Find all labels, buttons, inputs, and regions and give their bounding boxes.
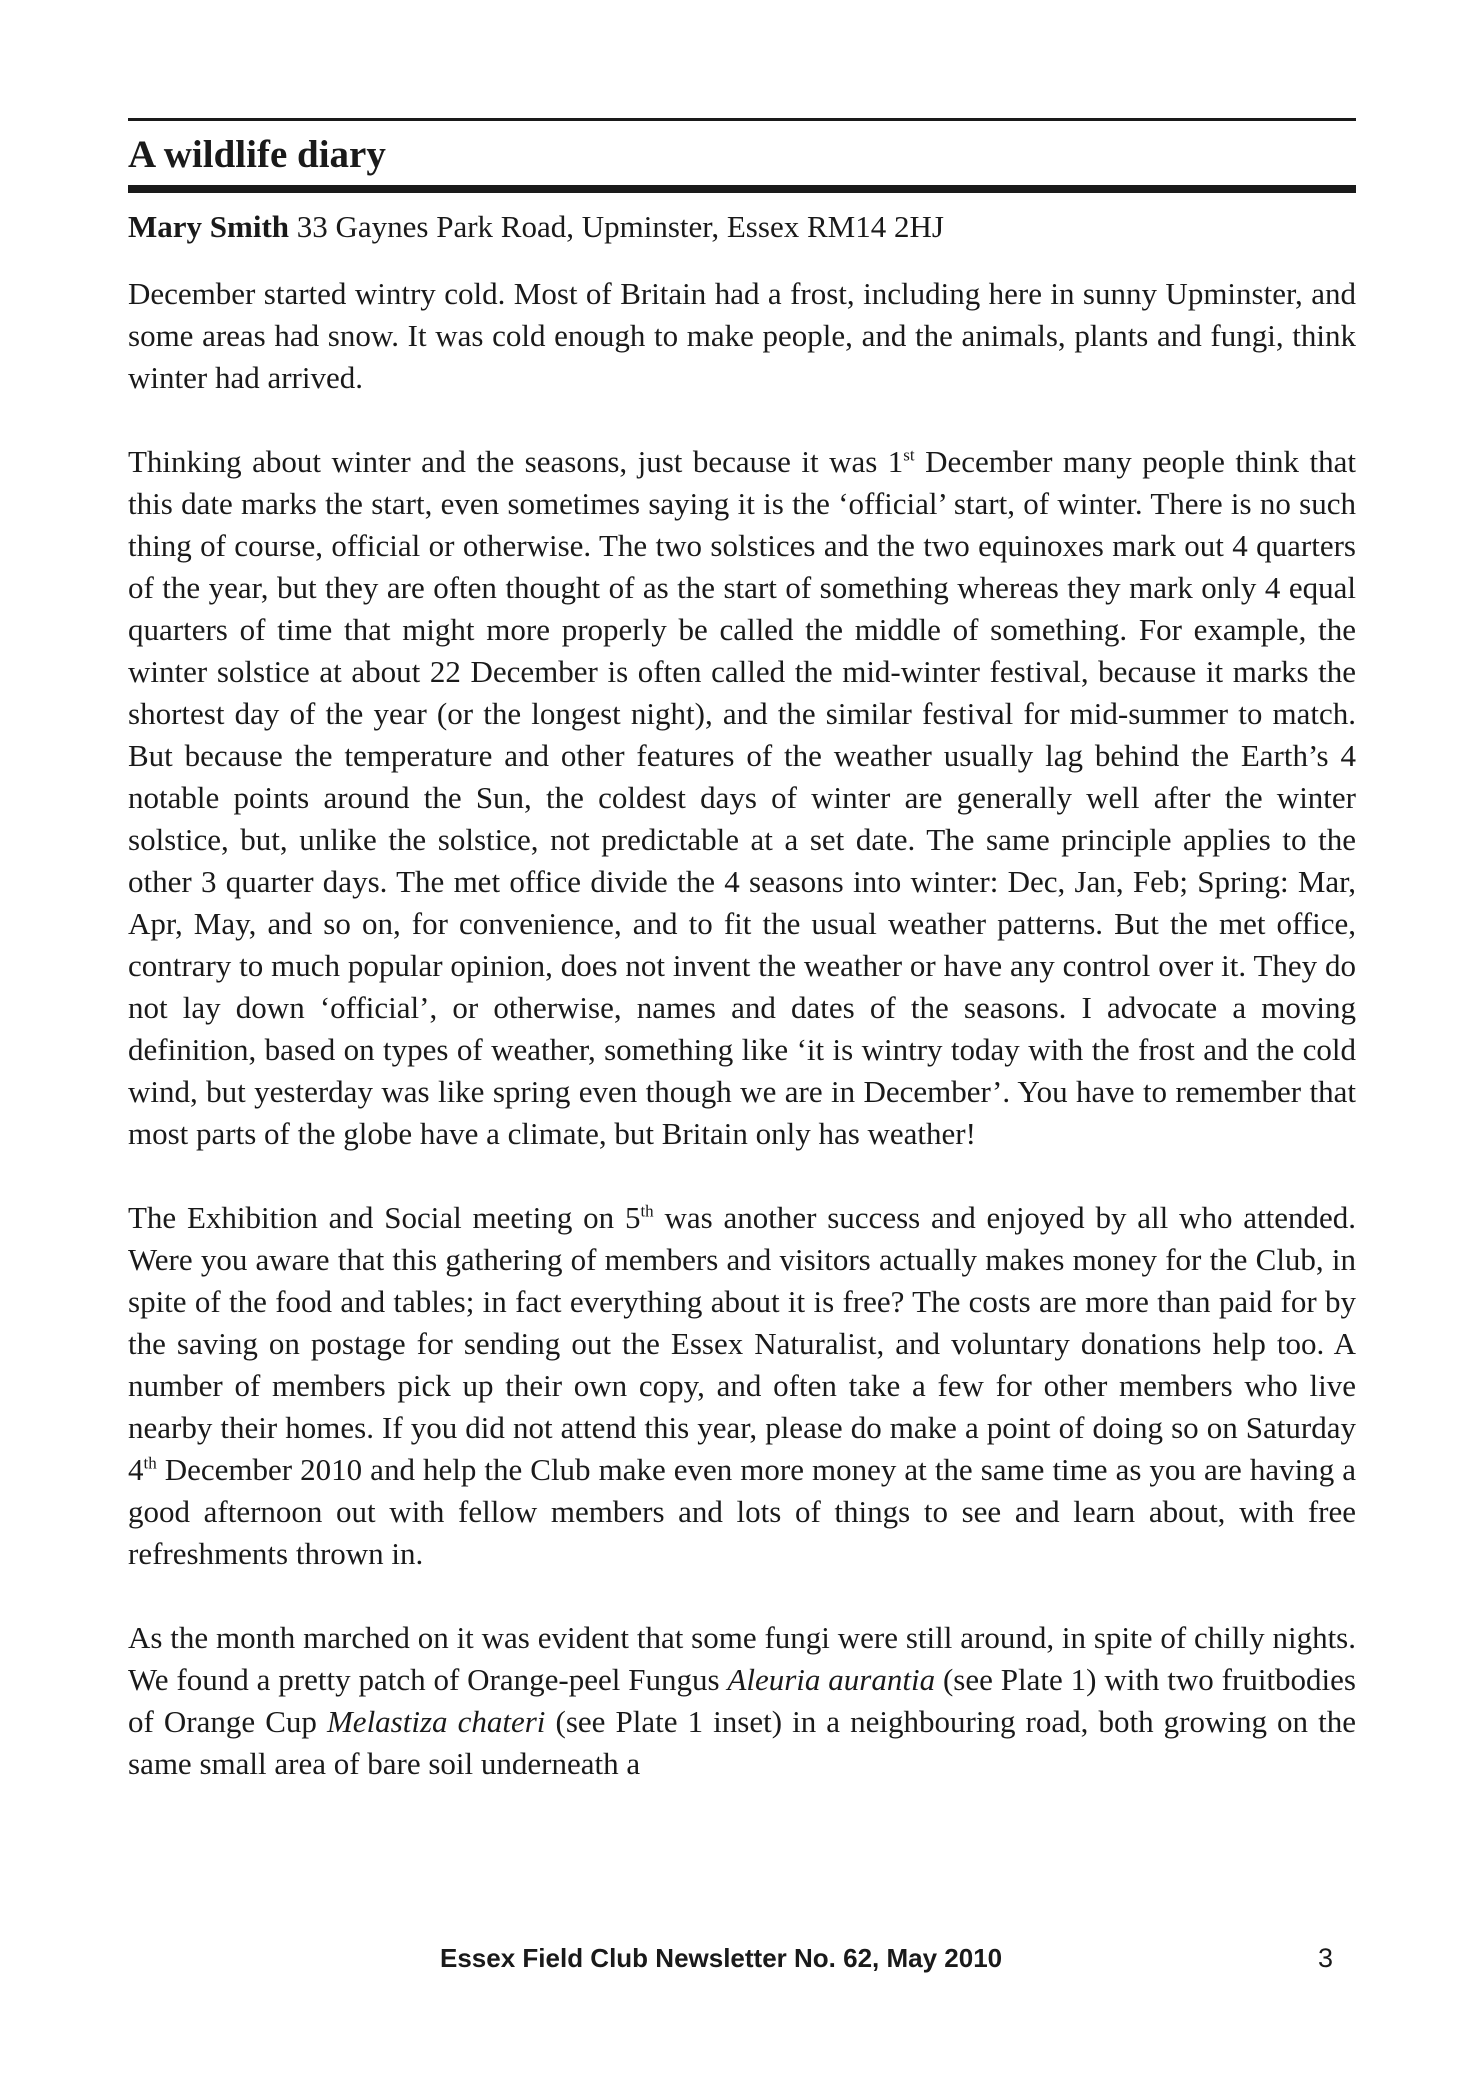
ordinal-superscript: th (640, 1201, 654, 1221)
paragraph-4 (128, 1617, 1356, 1785)
paragraph-2-text-b: December many people think that this date marks the start, even sometimes saying it is the ‘official’ start, of winter. There is no such thing of course, official or otherwise. The two solstices and the two equinoxes mark out 4 quarters of the year, but they are often thought of as the start of something whereas they mark only 4 equal quarters of time that might more properly be called the middle of something. For example, the winter solstice at about 22 December is often called the mid-winter festival, because it marks the shortest day of the year (or the longest night), and the similar festival for mid-summer to match. But because the temperature and other features of the weather usually lag behind the Earth’s 4 notable points around the Sun, the coldest days of winter are generally well after the winter solstice, but, unlike the solstice, not predictable at a set date. The same principle applies to the other 3 quarter days. The met office divide the 4 seasons into winter: Dec, Jan, Feb; Spring: Mar, Apr, May, and so on, for convenience, and to fit the usual weather patterns. But the met office, contrary to much popular opinion, does not invent the weather or have any control over it. They do not lay down ‘official’, or otherwise, names and dates of the seasons. I advocate a moving definition, based on types of weather, something like ‘it is wintry today with the frost and the cold wind, but yesterday was like spring even though we are in December’. You have to remember that most parts of the globe have a climate, but Britain only has weather! (128, 444, 1356, 1151)
author-name: Mary Smith (128, 209, 290, 244)
paragraph-3 (128, 1197, 1356, 1575)
paragraph-3-text-c: December 2010 and help the Club make even more money at the same time as you are having a good afternoon out with fellow members and lots of things to see and learn about, with free refreshments thrown in. (128, 1452, 1356, 1571)
page-footer (0, 1940, 1480, 1976)
article (128, 118, 1356, 1785)
species-name: Melastiza chateri (326, 1704, 546, 1739)
article-title: A wildlife diary (128, 133, 386, 176)
paragraph-4-text-b: (see Plate 1) with two fruitbodies of Orange Cup (128, 1662, 1356, 1739)
newsletter-footer: Essex Field Club Newsletter No. 62, May 2010 (440, 1943, 1003, 1973)
ordinal-superscript: st (903, 445, 915, 465)
ordinal-superscript: th (143, 1453, 157, 1473)
paragraph-3-text-b: was another success and enjoyed by all who attended. Were you aware that this gathering of members and visitors actually makes money for the Club, in spite of the food and tables; in fact everything about it is free? The costs are more than paid for by the saving on postage for sending out the Essex Naturalist, and voluntary donations help too. A number of members pick up their own copy, and often take a few for other members who live nearby their homes. If you did not attend this year, please do make a point of doing so on Saturday 4 (128, 1200, 1356, 1487)
title-bottom-rule (128, 185, 1356, 193)
species-name: Aleuria aurantia (727, 1662, 936, 1697)
paragraph-2 (128, 441, 1356, 1155)
author-address: 33 Gaynes Park Road, Upminster, Essex RM14 2HJ (296, 209, 944, 244)
paragraph-4-text-c: (see Plate 1 inset) in a neighbouring road, both growing on the same small area of bare soil underneath a (128, 1704, 1357, 1781)
paragraph-4-text-a: As the month marched on it was evident that some fungi were still around, in spite of chilly nights. We found a pretty patch of Orange-peel Fungus (128, 1620, 1356, 1697)
page-number: 3 (1318, 1943, 1334, 1973)
paragraph-2-text-a: Thinking about winter and the seasons, just because it was 1 (128, 444, 904, 479)
paragraph-3-text-a: The Exhibition and Social meeting on 5 (128, 1200, 641, 1235)
title-top-rule (128, 118, 1356, 121)
author-line (128, 207, 1356, 247)
paragraph-1: December started wintry cold. Most of Britain had a frost, including here in sunny Upminster, and some areas had snow. It was cold enough to make people, and the animals, plants and fungi, think winter had arrived. (128, 276, 1356, 395)
